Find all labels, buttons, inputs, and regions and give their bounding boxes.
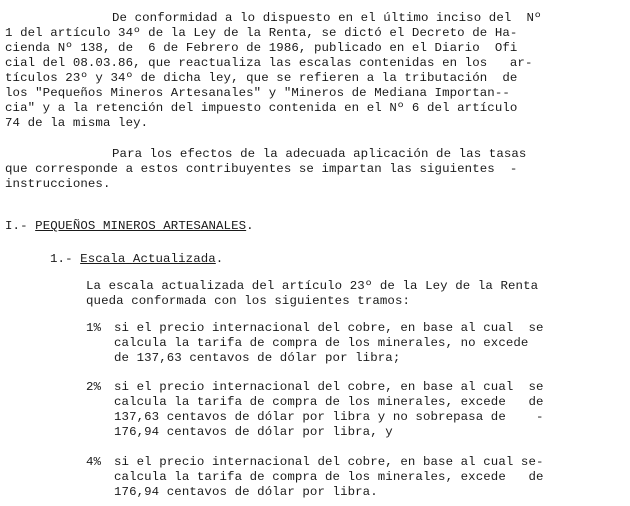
intro-line: cia" y a la retención del impuesto contenida en el Nº 6 del artículo [5,101,518,115]
intro-line: 74 de la misma ley. [5,116,149,130]
subsection-title: Escala Actualizada [80,252,216,266]
scale-intro-line: queda conformada con los siguientes tramos: [86,294,411,308]
bracket-rate: 2% [86,380,102,394]
intro-line: cienda Nº 138, de 6 de Febrero de 1986, publicado en el Diario Ofi [5,41,518,55]
bracket-line: si el precio internacional del cobre, en base al cual se- [114,455,544,469]
bracket-line: 137,63 centavos de dólar por libra y no sobrepasa de - [114,410,544,424]
bracket-line: calcula la tarifa de compra de los minerales, no excede [114,336,529,350]
section-heading [5,219,254,233]
section-title: PEQUEÑOS MINEROS ARTESANALES [35,219,247,233]
instructions-line: Para los efectos de la adecuada aplicación de las tasas [112,147,527,161]
bracket-line: si el precio internacional del cobre, en base al cual se [114,380,544,394]
bracket-line: de 137,63 centavos de dólar por libra; [114,351,401,365]
intro-line: cial del 08.03.86, que reactualiza las escalas contenidas en los ar- [5,56,533,70]
intro-line: De conformidad a lo dispuesto en el último inciso del Nº [112,11,542,25]
instructions-line: que corresponde a estos contribuyentes se impartan las siguientes - [5,162,518,176]
bracket-line: calcula la tarifa de compra de los minerales, excede de [114,470,544,484]
intro-line: los "Pequeños Mineros Artesanales" y "Mineros de Mediana Importan-- [5,86,510,100]
bracket-line: si el precio internacional del cobre, en base al cual se [114,321,544,335]
bracket-line: 176,94 centavos de dólar por libra, y [114,425,393,439]
bracket-rate: 1% [86,321,102,335]
subsection-number: 1.- [50,252,73,266]
subsection-heading [50,252,223,266]
intro-line: 1 del artículo 34º de la Ley de la Renta, se dictó el Decreto de Ha- [5,26,518,40]
section-title-punct: . [246,219,254,233]
section-number: I.- [5,219,28,233]
intro-line: tículos 23º y 34º de dicha ley, que se refieren a la tributación de [5,71,518,85]
bracket-rate: 4% [86,455,102,469]
bracket-line: 176,94 centavos de dólar por libra. [114,485,378,499]
bracket-line: calcula la tarifa de compra de los minerales, excede de [114,395,544,409]
instructions-line: instrucciones. [5,177,111,191]
subsection-title-punct: . [215,252,224,266]
scale-intro-line: La escala actualizada del artículo 23º de la Ley de la Renta [86,279,539,293]
